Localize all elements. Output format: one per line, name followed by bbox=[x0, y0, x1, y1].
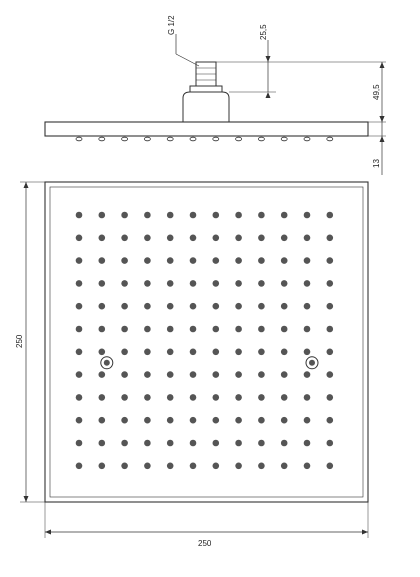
nozzle-grid bbox=[76, 212, 333, 469]
nozzle bbox=[327, 463, 334, 470]
nozzle bbox=[281, 394, 288, 401]
nozzle bbox=[99, 280, 106, 287]
nozzle bbox=[304, 326, 311, 333]
nozzle bbox=[213, 394, 220, 401]
nozzle bbox=[121, 303, 128, 310]
nozzle bbox=[213, 280, 220, 287]
nozzle bbox=[304, 303, 311, 310]
nozzle bbox=[258, 463, 265, 470]
nozzle bbox=[258, 212, 265, 219]
nozzle bbox=[76, 463, 83, 470]
nozzle bbox=[304, 349, 311, 356]
nozzle bbox=[121, 212, 128, 219]
nozzle bbox=[190, 235, 197, 242]
nozzle bbox=[327, 235, 334, 242]
nozzle bbox=[213, 235, 220, 242]
nozzle bbox=[213, 440, 220, 447]
nozzle bbox=[167, 440, 174, 447]
nozzle bbox=[258, 440, 265, 447]
nozzle bbox=[76, 326, 83, 333]
nozzle bbox=[99, 303, 106, 310]
nozzle bbox=[99, 371, 106, 378]
nozzle bbox=[213, 417, 220, 424]
side-nozzle bbox=[236, 137, 242, 141]
nozzle bbox=[190, 257, 197, 264]
plate-side-profile bbox=[45, 122, 368, 136]
nozzle bbox=[190, 280, 197, 287]
nozzle bbox=[327, 417, 334, 424]
nozzle bbox=[144, 212, 151, 219]
side-nozzle bbox=[327, 137, 333, 141]
collar bbox=[190, 86, 222, 92]
side-nozzle bbox=[122, 137, 128, 141]
nozzle bbox=[167, 371, 174, 378]
connector-height-dimension: 25,5 bbox=[259, 24, 268, 40]
nozzle bbox=[281, 235, 288, 242]
nozzle bbox=[213, 257, 220, 264]
nozzle bbox=[327, 257, 334, 264]
side-nozzle bbox=[167, 137, 173, 141]
side-nozzle bbox=[144, 137, 150, 141]
nozzle bbox=[258, 235, 265, 242]
side-nozzle-row bbox=[76, 137, 333, 141]
nozzle bbox=[99, 394, 106, 401]
nozzle bbox=[213, 463, 220, 470]
side-nozzle bbox=[281, 137, 287, 141]
plate-outline-inner bbox=[50, 187, 363, 497]
nozzle bbox=[327, 212, 334, 219]
nozzle bbox=[121, 280, 128, 287]
nozzle bbox=[167, 235, 174, 242]
nozzle bbox=[190, 303, 197, 310]
body-height-dimension: 49,5 bbox=[372, 84, 381, 100]
side-nozzle bbox=[190, 137, 196, 141]
nozzle bbox=[258, 371, 265, 378]
nozzle bbox=[76, 235, 83, 242]
plate-width-dimension: 250 bbox=[198, 539, 212, 548]
nozzle bbox=[304, 371, 311, 378]
side-nozzle bbox=[99, 137, 105, 141]
nozzle bbox=[121, 371, 128, 378]
nozzle bbox=[213, 303, 220, 310]
nozzle bbox=[99, 463, 106, 470]
nozzle bbox=[99, 257, 106, 264]
nozzle bbox=[76, 303, 83, 310]
nozzle bbox=[235, 394, 242, 401]
nozzle bbox=[190, 326, 197, 333]
nozzle bbox=[327, 394, 334, 401]
nozzle bbox=[121, 235, 128, 242]
nozzle bbox=[121, 394, 128, 401]
nozzle bbox=[304, 440, 311, 447]
nozzle bbox=[99, 235, 106, 242]
nozzle bbox=[304, 212, 311, 219]
nozzle bbox=[99, 349, 106, 356]
nozzle bbox=[190, 440, 197, 447]
nozzle bbox=[281, 257, 288, 264]
nozzle bbox=[144, 280, 151, 287]
nozzle bbox=[258, 417, 265, 424]
nozzle bbox=[190, 463, 197, 470]
nozzle bbox=[213, 349, 220, 356]
nozzle bbox=[304, 280, 311, 287]
plate-depth-dimension: 250 bbox=[15, 334, 24, 348]
side-nozzle bbox=[304, 137, 310, 141]
nozzle bbox=[76, 280, 83, 287]
nozzle bbox=[99, 326, 106, 333]
nozzle bbox=[76, 212, 83, 219]
nozzle bbox=[190, 394, 197, 401]
nozzle bbox=[167, 257, 174, 264]
nozzle bbox=[235, 280, 242, 287]
nozzle bbox=[76, 440, 83, 447]
nozzle bbox=[258, 257, 265, 264]
nozzle bbox=[235, 326, 242, 333]
nozzle bbox=[258, 303, 265, 310]
nozzle bbox=[99, 417, 106, 424]
nozzle bbox=[258, 280, 265, 287]
nozzle bbox=[76, 371, 83, 378]
nozzle bbox=[304, 235, 311, 242]
nozzle bbox=[167, 212, 174, 219]
nozzle bbox=[235, 440, 242, 447]
nozzle bbox=[327, 371, 334, 378]
nozzle bbox=[167, 326, 174, 333]
nozzle bbox=[281, 417, 288, 424]
nozzle bbox=[281, 371, 288, 378]
top-view bbox=[15, 182, 368, 548]
nozzle bbox=[235, 463, 242, 470]
plate-outline-outer bbox=[45, 182, 368, 502]
side-nozzle bbox=[213, 137, 219, 141]
nozzle bbox=[281, 212, 288, 219]
nozzle bbox=[213, 212, 220, 219]
nozzle bbox=[121, 440, 128, 447]
nozzle bbox=[190, 349, 197, 356]
nozzle bbox=[235, 417, 242, 424]
nozzle bbox=[76, 394, 83, 401]
plate-thickness-dimension: 13 bbox=[372, 159, 381, 168]
nozzle bbox=[144, 326, 151, 333]
nozzle bbox=[281, 463, 288, 470]
nozzle bbox=[304, 417, 311, 424]
nozzle bbox=[281, 280, 288, 287]
side-nozzle bbox=[76, 137, 82, 141]
nozzle bbox=[327, 280, 334, 287]
nozzle bbox=[144, 463, 151, 470]
nozzle bbox=[304, 394, 311, 401]
nozzle bbox=[281, 326, 288, 333]
nozzle bbox=[190, 417, 197, 424]
nozzle bbox=[144, 371, 151, 378]
nozzle bbox=[213, 371, 220, 378]
nozzle bbox=[121, 417, 128, 424]
nozzle bbox=[144, 235, 151, 242]
nozzle bbox=[167, 463, 174, 470]
nozzle bbox=[190, 212, 197, 219]
nozzle bbox=[258, 349, 265, 356]
nozzle bbox=[167, 303, 174, 310]
nozzle bbox=[121, 463, 128, 470]
nozzle bbox=[144, 303, 151, 310]
nozzle bbox=[167, 349, 174, 356]
nozzle bbox=[304, 463, 311, 470]
nozzle bbox=[235, 257, 242, 264]
nozzle bbox=[281, 349, 288, 356]
nozzle bbox=[121, 257, 128, 264]
nozzle bbox=[327, 440, 334, 447]
nozzle bbox=[190, 371, 197, 378]
nozzle bbox=[76, 349, 83, 356]
nozzle bbox=[304, 257, 311, 264]
side-view bbox=[45, 15, 386, 175]
mounting-screw bbox=[101, 357, 113, 369]
nozzle bbox=[144, 257, 151, 264]
nozzle bbox=[258, 394, 265, 401]
nozzle bbox=[235, 212, 242, 219]
nozzle bbox=[167, 394, 174, 401]
nozzle bbox=[235, 349, 242, 356]
nozzle bbox=[76, 417, 83, 424]
nozzle bbox=[327, 349, 334, 356]
nozzle bbox=[144, 349, 151, 356]
thread-size-label: G 1/2 bbox=[167, 15, 176, 35]
nozzle bbox=[76, 257, 83, 264]
nozzle bbox=[144, 417, 151, 424]
nozzle bbox=[235, 303, 242, 310]
nozzle bbox=[99, 212, 106, 219]
nozzle bbox=[327, 303, 334, 310]
nozzle bbox=[281, 440, 288, 447]
mounting-screw bbox=[306, 357, 318, 369]
nozzle bbox=[144, 440, 151, 447]
nozzle bbox=[121, 326, 128, 333]
nozzle bbox=[327, 326, 334, 333]
nozzle bbox=[99, 440, 106, 447]
nozzle bbox=[167, 280, 174, 287]
nozzle bbox=[144, 394, 151, 401]
side-nozzle bbox=[258, 137, 264, 141]
nozzle bbox=[167, 417, 174, 424]
nozzle bbox=[213, 326, 220, 333]
nozzle bbox=[258, 326, 265, 333]
ball-joint-body bbox=[183, 92, 229, 122]
nozzle bbox=[121, 349, 128, 356]
nozzle bbox=[235, 235, 242, 242]
nozzle bbox=[281, 303, 288, 310]
nozzle bbox=[235, 371, 242, 378]
